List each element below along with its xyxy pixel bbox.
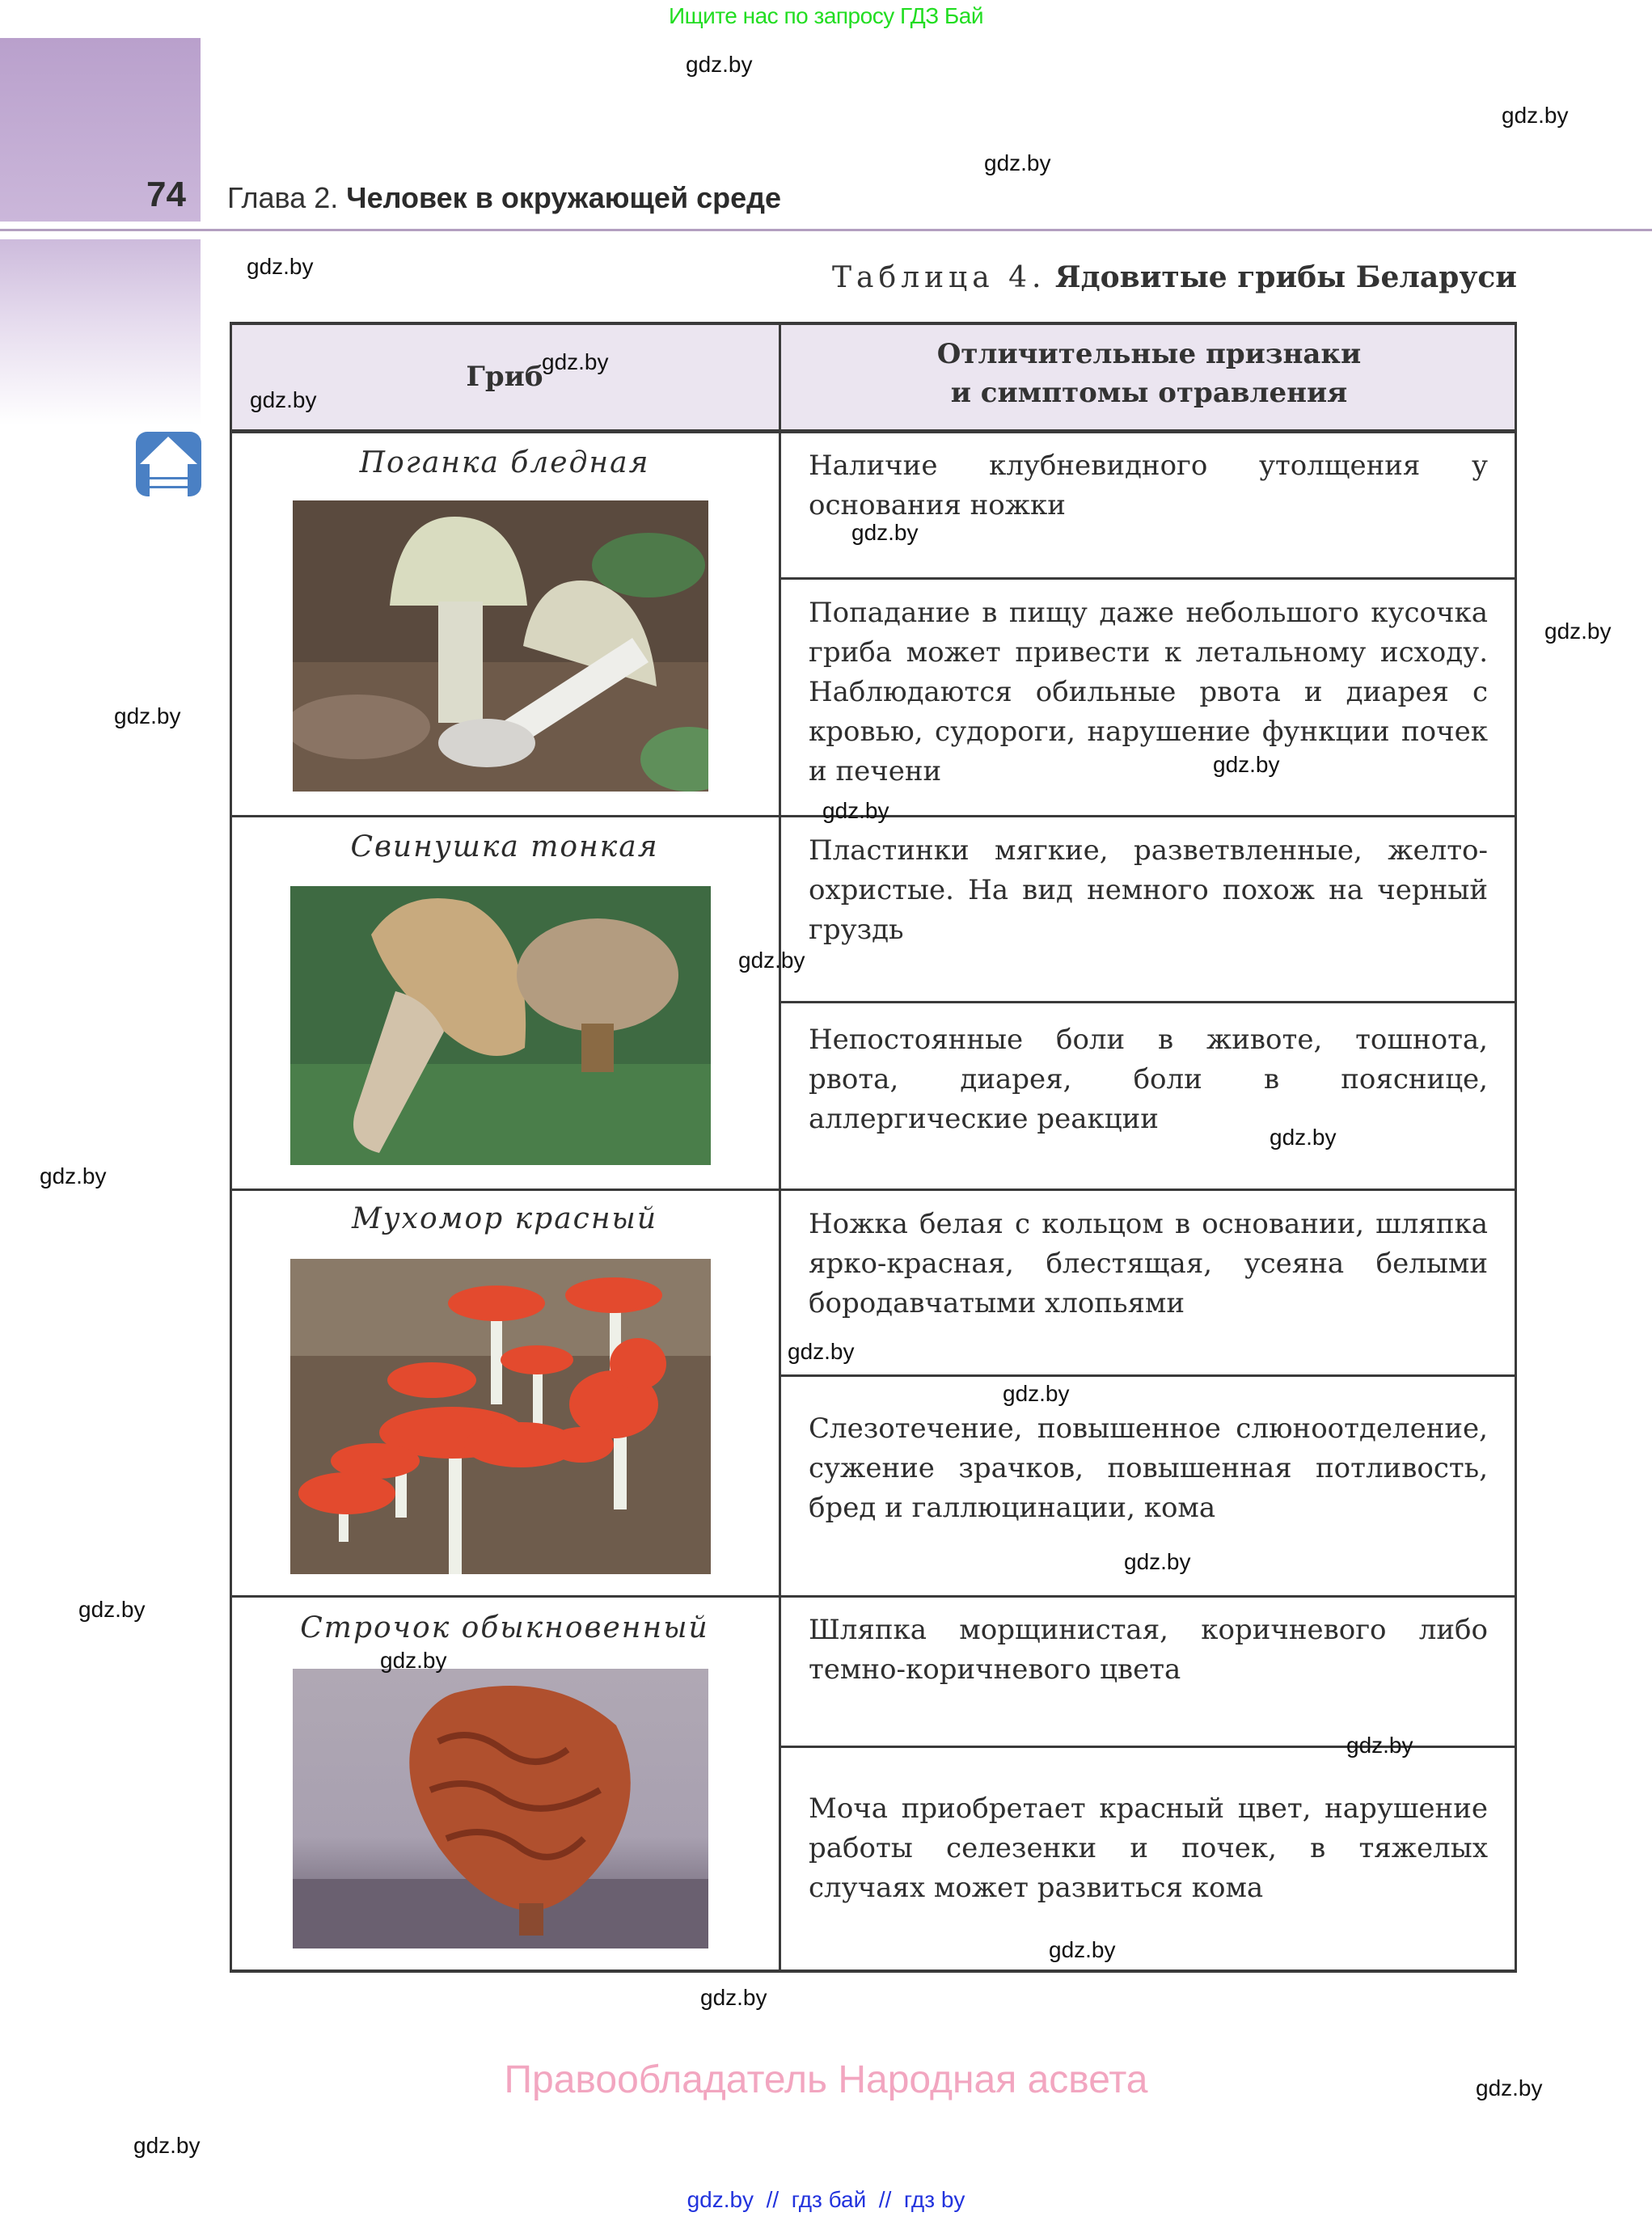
table-caption-label: Таблица 4.: [832, 261, 1046, 294]
column-header-line-2: и симптомы отравления: [950, 377, 1348, 409]
watermark: gdz.by: [78, 1597, 146, 1622]
column-header-features: [781, 335, 1517, 412]
watermark: gdz.by: [1476, 2075, 1543, 2100]
watermark: gdz.by: [542, 349, 609, 374]
watermark: gdz.by: [1270, 1125, 1337, 1150]
column-header-line-1: Отличительные признаки: [936, 338, 1362, 370]
watermark: gdz.by: [40, 1163, 107, 1188]
table-caption: [728, 260, 1517, 294]
mushroom-name: Строчок обыкновенный: [300, 1611, 709, 1644]
column-divider: [779, 322, 781, 1973]
chapter-title: Человек в окружающей среде: [346, 181, 781, 214]
watermark: gdz.by: [1003, 1381, 1070, 1406]
mushroom-name: Свинушка тонкая: [350, 830, 659, 863]
row-divider: [230, 1188, 1517, 1191]
column-header-mushroom: Гриб: [466, 361, 543, 393]
watermark: gdz.by: [1544, 619, 1612, 644]
footer-links[interactable]: gdz.by // гдз бай // гдз by: [687, 2187, 965, 2212]
watermark: gdz.by: [984, 150, 1051, 175]
watermark: gdz.by: [250, 387, 317, 412]
watermark: gdz.by: [380, 1648, 447, 1673]
table-caption-title: Ядовитые грибы Беларуси: [1054, 260, 1517, 294]
watermark: gdz.by: [788, 1339, 855, 1364]
fly-agaric-photo: [290, 1259, 711, 1574]
mushroom-features: Шляпка морщинистая, коричневого либо темно-коричневого цвета: [809, 1614, 1488, 1686]
row-divider: [230, 1595, 1517, 1598]
search-banner: Ищите нас по запросу ГДЗ Бай: [668, 3, 984, 28]
mushroom-name: Мухомор красный: [351, 1202, 658, 1235]
mushroom-features: Пластинки мягкие, разветвленные, желто-охристые. На вид немного похож на черный груздь: [809, 834, 1488, 946]
header-divider: [0, 229, 1652, 231]
watermark: gdz.by: [851, 520, 919, 545]
mushroom-name: Поганка бледная: [359, 446, 650, 479]
watermark: gdz.by: [1049, 1937, 1116, 1962]
watermark: gdz.by: [247, 254, 314, 279]
home-icon[interactable]: [136, 432, 201, 496]
page-number: 74: [146, 175, 186, 214]
chapter-heading: [227, 181, 781, 215]
death-cap-photo: [293, 500, 708, 792]
watermark: gdz.by: [1502, 103, 1569, 128]
watermark: gdz.by: [133, 2133, 201, 2158]
watermark: gdz.by: [1213, 752, 1280, 777]
watermark: gdz.by: [738, 948, 805, 973]
row-divider: [230, 430, 1517, 433]
chapter-prefix: Глава 2.: [227, 181, 339, 214]
watermark: gdz.by: [822, 798, 889, 823]
mushroom-features: Ножка белая с кольцом в основании, шляпка ярко-красная, блестящая, усеяна белыми бородавчатыми хлопьями: [809, 1208, 1488, 1319]
thin-paxillus-photo: [290, 886, 711, 1165]
watermark: gdz.by: [114, 703, 181, 728]
watermark: gdz.by: [1346, 1733, 1413, 1758]
false-morel-photo: [293, 1669, 708, 1948]
poisoning-symptoms: Попадание в пищу даже небольшого кусочка гриба может привести к летальному исходу. Наблюдаются обильные рвота и диарея с кровью, судороги, нарушение функции почек и печени: [809, 597, 1488, 787]
mushroom-features: Наличие клубневидного утолщения у основания ножки: [809, 450, 1488, 521]
poisoning-symptoms: Моча приобретает красный цвет, нарушение работы селезенки и почек, в тяжелых случаях может развиться кома: [809, 1792, 1488, 1904]
sub-row-divider: [780, 1001, 1517, 1003]
sub-row-divider: [780, 577, 1517, 580]
poisoning-symptoms: Непостоянные боли в животе, тошнота, рвота, диарея, боли в пояснице, аллергические реакции: [809, 1024, 1488, 1135]
watermark: gdz.by: [700, 1985, 767, 2010]
watermark: gdz.by: [1124, 1549, 1191, 1574]
sub-row-divider: [780, 1374, 1517, 1377]
watermark: gdz.by: [686, 52, 753, 77]
poisoning-symptoms: Слезотечение, повышенное слюноотделение, сужение зрачков, повышенная потливость, бред и галлюцинации, кома: [809, 1412, 1488, 1524]
copyright-notice: Правообладатель Народная асвета: [504, 2058, 1148, 2101]
sidebar-gradient: [0, 239, 201, 425]
